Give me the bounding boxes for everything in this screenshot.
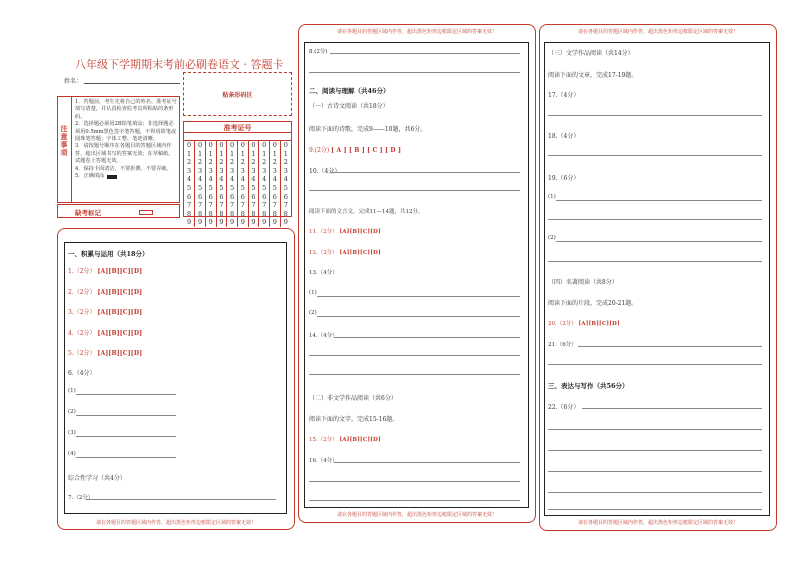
exam-digit-bubble[interactable]: 8 [195,210,206,219]
exam-digit-bubble[interactable]: 5 [216,184,227,193]
q7-answer-line[interactable] [86,499,276,500]
exam-digit-bubble[interactable]: 0 [270,141,281,150]
exam-digit-bubble[interactable]: 9 [205,218,216,227]
q12-choice[interactable]: 12.（2分） [A][B][C][D] [309,250,381,256]
q6-sub-2: (2) [68,409,76,415]
q8-answer-line-2[interactable] [309,72,520,73]
q21-answer-line-2[interactable] [548,364,762,365]
exam-digit-bubble[interactable]: 8 [248,210,259,219]
q6-answer-line-2[interactable] [76,415,176,416]
q6-answer-line-3[interactable] [76,436,176,437]
exam-digit-bubble[interactable]: 9 [216,218,227,227]
warning-col1: 请在各题目的答题区域内作答，超出黑色矩形边框限定区域的答案无效！ [95,520,256,526]
intro-20-21: 阅读下面的片段，完成20-21题。 [548,300,638,307]
section-3-title: 三、表达与写作（共56分） [548,382,629,390]
exam-digit-bubble[interactable]: 9 [280,218,291,227]
exam-digit-bubble[interactable]: 9 [259,218,270,227]
exam-digit-bubble[interactable]: 4 [227,175,238,184]
q6-label: 6.（4分） [68,370,96,377]
exam-digit-bubble[interactable]: 4 [187,175,192,184]
q6-sub-3: (3) [68,430,76,436]
absent-mark-label: 缺考标记 [75,209,101,217]
q19-answer-line-1b[interactable] [548,219,762,220]
exam-digit-bubble[interactable]: 5 [248,184,259,193]
exam-digit-bubble[interactable]: 0 [248,141,259,150]
exam-digit-bubble[interactable]: 2 [187,158,192,167]
exam-digit-bubble[interactable]: 5 [205,184,216,193]
exam-number-input-row[interactable] [184,133,291,141]
intro-11-14: 阅读下面的文言文，完成11—14题，共12分。 [309,209,424,215]
q22-answer-line-5[interactable] [548,492,762,493]
q22-answer-line-4[interactable] [548,471,762,472]
exam-digit-bubble[interactable]: 1 [216,150,227,159]
exam-digit-bubble[interactable]: 1 [259,150,270,159]
exam-digit-bubble[interactable]: 2 [248,158,259,167]
q21-answer-line[interactable] [578,346,762,347]
exam-digit-bubble[interactable]: 8 [280,210,291,219]
q6-sub-1: (1) [68,388,76,394]
name-label: 姓名： [64,78,83,85]
exam-digit-bubble[interactable]: 0 [216,141,227,150]
exam-digit-bubble[interactable]: 1 [187,149,192,158]
fill-example-label: 5．正确填涂 [75,173,105,180]
q17-answer-line[interactable] [548,115,762,116]
q10-label: 10.（4分） [309,168,341,175]
q13-label: 13.（4分） [309,270,338,276]
exam-digit-bubble[interactable]: 6 [237,193,248,202]
exam-digit-bubble[interactable]: 2 [195,158,206,167]
exam-digit-bubble[interactable]: 3 [227,167,238,176]
warning-col3-top: 请在各题目的答题区域内作答，超出黑色矩形边框限定区域的答案无效！ [577,29,738,35]
exam-digit-bubble[interactable]: 1 [237,150,248,159]
warning-col3: 请在各题目的答题区域内作答，超出黑色矩形边框限定区域的答案无效！ [577,520,738,526]
q18-answer-line[interactable] [548,155,762,156]
section-1-title: 一、积累与运用（共18分） [68,250,149,258]
note-item: 4．保持卡面清洁，不要折叠、不要弄破。 [75,165,172,172]
exam-digit-bubble[interactable]: 0 [187,141,192,149]
exam-digit-bubble[interactable]: 0 [280,141,291,150]
exam-digit-bubble[interactable]: 1 [205,150,216,159]
part-3-title: （三）文学作品阅读（共14分） [548,50,634,57]
q14-label: 14.（4分） [309,333,338,339]
exam-digit-bubble[interactable]: 3 [195,167,206,176]
q10-answer-line-2[interactable] [309,190,520,191]
barcode-area [183,72,292,116]
exam-digit-bubble[interactable]: 7 [195,201,206,210]
exam-digit-bubble[interactable]: 5 [237,184,248,193]
intro-9-10: 阅读下面的诗歌，完成9——10题，共6分。 [309,126,427,133]
warning-col2-top: 请在各题目的答题区域内作答，超出黑色矩形边框限定区域的答案无效！ [336,29,497,35]
exam-digit-bubble[interactable]: 5 [280,184,291,193]
exam-digit-bubble[interactable]: 7 [205,201,216,210]
exam-digit-bubble[interactable]: 7 [216,201,227,210]
exam-digit-bubble[interactable]: 9 [270,218,281,227]
exam-digit-bubble[interactable]: 1 [280,150,291,159]
exam-number-label: 准考证号 [223,123,252,132]
exam-digit-bubble[interactable]: 6 [280,193,291,202]
exam-digit-bubble[interactable]: 1 [227,150,238,159]
q16-answer-line[interactable] [334,462,520,463]
exam-digit-bubble[interactable]: 8 [259,210,270,219]
exam-digit-bubble[interactable]: 3 [187,166,192,175]
intro-17-19: 阅读下面的文章，完成17-19题。 [548,72,638,79]
exam-digit-bubble[interactable]: 9 [187,218,192,227]
exam-digit-bubble[interactable]: 7 [270,201,281,210]
notes-box [57,96,180,203]
exam-digit-bubble[interactable]: 1 [195,150,206,159]
q22-answer-line-2[interactable] [548,429,762,430]
exam-digit-bubble[interactable]: 2 [270,158,281,167]
exam-digit-bubble[interactable]: 8 [227,210,238,219]
exam-digit-bubble[interactable]: 3 [216,167,227,176]
exam-digit-bubble[interactable]: 7 [259,201,270,210]
q22-answer-line-1[interactable] [582,408,762,409]
q1-choice[interactable]: 1.（2分） [A][B][C][D] [68,268,143,275]
q2-choice[interactable]: 2.（2分） [A][B][C][D] [68,289,143,296]
q8-label: 8.(2分) [309,49,328,55]
notes-label: 注意事项 [60,125,69,157]
exam-digit-bubble[interactable]: 2 [237,158,248,167]
q14-answer-line-3[interactable] [309,374,520,375]
q9-choice[interactable]: 9.(2分) [ A ] [ B ] [ C ] [ D ] [309,147,402,154]
warning-col2: 请在各题目的答题区域内作答，超出黑色矩形边框限定区域的答案无效！ [336,512,497,518]
q13-answer-line-2[interactable] [317,316,520,317]
q14-answer-line-2[interactable] [309,355,520,356]
q10-answer-line[interactable] [330,172,520,173]
exam-digit-bubble[interactable]: 4 [195,175,206,184]
q7-label: 7.（2分） [68,495,94,501]
exam-digit-bubble[interactable]: 0 [259,141,270,150]
q5-choice[interactable]: 5.（2分） [A][B][C][D] [68,350,143,357]
exam-digit-bubble[interactable]: 5 [270,184,281,193]
q4-choice[interactable]: 4.（2分） [A][B][C][D] [68,330,143,337]
name-field[interactable] [84,83,180,84]
q3-choice[interactable]: 3.（2分） [A][B][C][D] [68,309,143,316]
exam-digit-bubble[interactable]: 3 [205,167,216,176]
q16-answer-line-2[interactable] [309,481,520,482]
exam-digit-bubble[interactable]: 4 [259,175,270,184]
q11-choice[interactable]: 11.（2分） [A][B][C][D] [309,229,381,235]
q22-answer-line-6[interactable] [548,509,762,510]
exam-digit-bubble[interactable]: 7 [237,201,248,210]
exam-digit-bubble[interactable]: 5 [227,184,238,193]
q17-label: 17.（4分） [548,92,580,99]
section-2-title: 二、阅读与理解（共46分） [309,87,390,95]
q16-label: 16.（4分） [309,458,338,464]
q13-sub-1: (1) [309,290,317,296]
q21-label: 21.（6分） [548,342,577,348]
absent-area-border [57,204,180,218]
exam-digit-bubble[interactable]: 4 [248,175,259,184]
exam-digit-bubble[interactable]: 6 [270,193,281,202]
q19-sub-1: (1) [548,194,556,200]
exam-digit-bubble[interactable]: 6 [248,193,259,202]
exam-digit-bubble[interactable]: 3 [237,167,248,176]
exam-digit-bubble[interactable]: 3 [280,167,291,176]
barcode-label: 贴条形码区 [222,91,253,99]
exam-digit-bubble[interactable]: 0 [237,141,248,150]
exam-digit-bubble[interactable]: 0 [227,141,238,150]
exam-digit-bubble[interactable]: 6 [259,193,270,202]
exam-digit-bubble[interactable]: 2 [259,158,270,167]
exam-digit-bubble[interactable]: 1 [248,150,259,159]
exam-digit-bubble[interactable]: 3 [248,167,259,176]
exam-digit-bubble[interactable]: 9 [248,218,259,227]
q16-answer-line-3[interactable] [309,500,520,501]
q6-answer-line-1[interactable] [76,394,176,395]
exam-digit-bubble[interactable]: 9 [227,218,238,227]
exam-digit-bubble[interactable]: 6 [195,193,206,202]
q13-sub-2: (2) [309,310,317,316]
title: 八年级下学期期末考前必刷卷语文 · 答题卡 [75,58,284,71]
q19-sub-2: (2) [548,235,556,241]
exam-digit-bubble[interactable]: 2 [205,158,216,167]
q6-answer-line-4[interactable] [76,457,176,458]
note-item: 3．请按题号顺序在各题目的答题区域内作答，超出区域书写的答案无效；在草稿纸、试题卷上答题无效。 [75,143,174,165]
exam-digit-bubble[interactable]: 7 [248,201,259,210]
exam-digit-bubble[interactable]: 6 [227,193,238,202]
exam-digit-bubble[interactable]: 8 [270,210,281,219]
exam-digit-bubble[interactable]: 9 [195,218,206,227]
exam-digit-bubble[interactable]: 4 [270,175,281,184]
exam-digit-bubble[interactable]: 5 [259,184,270,193]
part-2-title: （二）非文学作品阅读（共6分） [309,395,397,402]
exam-digit-bubble[interactable]: 4 [280,175,291,184]
exam-digit-bubble[interactable]: 8 [187,209,192,218]
q8-answer-line[interactable] [330,53,520,54]
exam-digit-bubble[interactable]: 1 [270,150,281,159]
exam-digit-bubble[interactable]: 3 [259,167,270,176]
exam-digit-bubble[interactable]: 8 [237,210,248,219]
exam-number-grid[interactable] [184,141,291,227]
q20-choice[interactable]: 20.（2分） [A][B][C][D] [548,321,620,327]
exam-digit-bubble[interactable]: 9 [237,218,248,227]
exam-digit-bubble[interactable]: 6 [205,193,216,202]
exam-digit-bubble[interactable]: 2 [227,158,238,167]
exam-digit-bubble[interactable]: 8 [216,210,227,219]
q6-sub-4: (4) [68,451,76,457]
exam-digit-bubble[interactable]: 0 [205,141,216,150]
exam-digit-bubble[interactable]: 7 [187,201,192,210]
q19-answer-line-1[interactable] [556,200,762,201]
q19-answer-line-2[interactable] [556,241,762,242]
exam-digit-bubble[interactable]: 4 [205,175,216,184]
q18-label: 18.（4分） [548,133,580,140]
q15-choice[interactable]: 15.（2分） [A][B][C][D] [309,437,381,443]
note-item: 1．答题前，考生先将自己的姓名、准考证号填写清楚，并认真检查监考员所粘贴的条形码。 [75,99,177,120]
note-item: 2．选择题必须用2B铅笔填涂；非选择题必须用0.5mm黑色签字笔答题，不得用铅笔或圆珠笔答题；字体工整、笔迹清晰。 [75,121,177,143]
exam-digit-bubble[interactable]: 4 [237,175,248,184]
exam-digit-bubble[interactable]: 6 [216,193,227,202]
part-1-title: （一）古诗文阅读（共18分） [309,103,389,110]
q14-answer-line[interactable] [334,337,520,338]
intro-15-16: 阅读下面的文字，完成15-16题。 [309,416,399,423]
q22-answer-line-3[interactable] [548,450,762,451]
exam-digit-bubble[interactable]: 2 [216,158,227,167]
exam-digit-bubble[interactable]: 5 [187,183,192,192]
exam-digit-bubble[interactable]: 4 [216,175,227,184]
exam-digit-bubble[interactable]: 7 [227,201,238,210]
q19-answer-line-2b[interactable] [548,261,762,262]
exam-number-box [183,121,292,227]
synth-title: 综合性学习（共4分） [68,475,126,482]
exam-digit-bubble[interactable]: 6 [187,192,192,201]
q19-label: 19.（6分） [548,175,580,182]
exam-digit-bubble[interactable]: 2 [280,158,291,167]
exam-digit-bubble[interactable]: 8 [205,210,216,219]
part-4-title: （四）名著阅读（共8分） [548,279,618,286]
exam-digit-bubble[interactable]: 0 [195,141,206,150]
exam-digit-bubble[interactable]: 5 [195,184,206,193]
exam-digit-bubble[interactable]: 3 [270,167,281,176]
q22-label: 22.（6分） [548,404,580,411]
q13-answer-line-1[interactable] [317,296,520,297]
exam-digit-bubble[interactable]: 7 [280,201,291,210]
fill-example-mark [107,175,117,179]
